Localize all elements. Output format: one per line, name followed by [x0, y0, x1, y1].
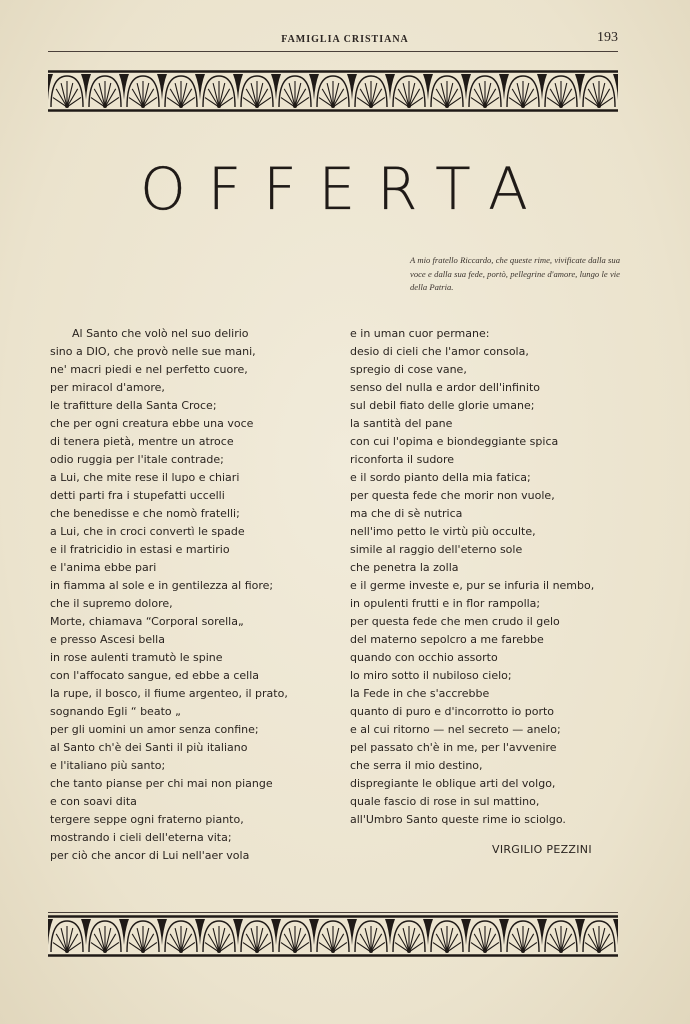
poem-line: e al cui ritorno — nel secreto — anelo;: [350, 723, 561, 736]
poem-line: Al Santo che volò nel suo delirio: [72, 327, 249, 340]
poem-line: con cui l'opima e biondeggiante spica: [350, 435, 559, 448]
bottom-ornamental-border: [48, 915, 618, 955]
poem-line: del materno sepolcro a me farebbe: [350, 633, 544, 646]
poem-line: sino a DIO, che provò nelle sue mani,: [50, 345, 256, 358]
magazine-title: FAMIGLIA CRISTIANA: [281, 34, 409, 45]
poem-line: ne' macri piedi e nel perfetto cuore,: [50, 363, 248, 376]
header-rule: [48, 51, 618, 52]
top-ornamental-border: [48, 70, 618, 110]
poem-line: in fiamma al sole e in gentilezza al fiore;: [50, 579, 274, 592]
poem-line: a Lui, che mite rese il lupo e chiari: [50, 471, 240, 484]
poem-line: sul debil fiato delle glorie umane;: [350, 399, 535, 412]
poem-line: detti parti fra i stupefatti uccelli: [50, 489, 225, 502]
poem-line: che per ogni creatura ebbe una voce: [50, 417, 254, 430]
poem-line: con l'affocato sangue, ed ebbe a cella: [50, 669, 260, 682]
poem-line: sognando Egli “ beato „: [50, 705, 181, 718]
poem-line: e il fratricidio in estasi e martirio: [50, 543, 230, 556]
poem-line: mostrando i cieli dell'eterna vita;: [50, 831, 232, 844]
poem-line: lo miro sotto il nubiloso cielo;: [350, 669, 512, 682]
poem-line: quando con occhio assorto: [350, 651, 498, 664]
poem-line: e il sordo pianto della mia fatica;: [350, 471, 531, 484]
poem-line: simile al raggio dell'eterno sole: [350, 543, 523, 556]
poem-line: la santità del pane: [350, 417, 453, 430]
poem-line: e il germe investe e, pur se infuria il nembo,: [350, 579, 595, 592]
poem-line: per questa fede che morir non vuole,: [350, 489, 555, 502]
poem-line: la rupe, il bosco, il fiume argenteo, il prato,: [50, 687, 288, 700]
author-signature: VIRGILIO PEZZINI: [492, 843, 592, 856]
poem-line: la Fede in che s'accrebbe: [350, 687, 490, 700]
poem-line: desio di cieli che l'amor consola,: [350, 345, 529, 358]
poem-line: quanto di puro e d'incorrotto io porto: [350, 705, 555, 718]
poem-line: per gli uomini un amor senza confine;: [50, 723, 259, 736]
poem-line: per ciò che ancor di Lui nell'aer vola: [50, 849, 250, 862]
poem-line: dispregiante le oblique arti del volgo,: [350, 777, 556, 790]
poem-line: Morte, chiamava “Corporal sorella„: [50, 615, 244, 628]
poem-line: senso del nulla e ardor dell'infinito: [350, 381, 541, 394]
footer-rule: [48, 912, 618, 913]
poem-title: OFFERTA: [140, 155, 550, 223]
poem-line: odio ruggia per l'itale contrade;: [50, 453, 224, 466]
poem-line: a Lui, che in croci convertì le spade: [50, 525, 245, 538]
poem-line: in opulenti frutti e in flor rampolla;: [350, 597, 541, 610]
poem-line: e l'italiano più santo;: [50, 759, 166, 772]
running-header: [0, 30, 690, 50]
poem-line: che tanto pianse per chi mai non piange: [50, 777, 273, 790]
poem-line: per miracol d'amore,: [50, 381, 165, 394]
poem-right-column: [350, 325, 594, 829]
poem-line: al Santo ch'è dei Santi il più italiano: [50, 741, 248, 754]
poem-line: quale fascio di rose in sul mattino,: [350, 795, 540, 808]
poem-line: pel passato ch'è in me, per l'avvenire: [350, 741, 557, 754]
poem-line: nell'imo petto le virtù più occulte,: [350, 525, 536, 538]
poem-line: che serra il mio destino,: [350, 759, 483, 772]
poem-line: le trafitture della Santa Croce;: [50, 399, 217, 412]
poem-line: che benedisse e che nomò fratelli;: [50, 507, 240, 520]
poem-line: spregio di cose vane,: [350, 363, 467, 376]
poem-line: e l'anima ebbe pari: [50, 561, 157, 574]
poem-line: tergere seppe ogni fraterno pianto,: [50, 813, 244, 826]
poem-left-column: [50, 325, 288, 865]
poem-line: e con soavi dita: [50, 795, 137, 808]
poem-line: che penetra la zolla: [350, 561, 459, 574]
poem-line: e in uman cuor permane:: [350, 327, 490, 340]
poem-line: di tenera pietà, mentre un atroce: [50, 435, 234, 448]
poem-line: riconforta il sudore: [350, 453, 455, 466]
poem-line: ma che di sè nutrica: [350, 507, 463, 520]
poem-line: per questa fede che men crudo il gelo: [350, 615, 560, 628]
poem-line: in rose aulenti tramutò le spine: [50, 651, 223, 664]
dedication: A mio fratello Riccardo, che queste rime, vivificate dalla sua voce e dalla sua fede, portò, pellegrine d'amore, lungo le vie della Patria.: [410, 255, 620, 292]
poem-line: che il supremo dolore,: [50, 597, 173, 610]
poem-line: all'Umbro Santo queste rime io sciolgo.: [350, 813, 566, 826]
page-number: 193: [597, 30, 618, 45]
poem-line: e presso Ascesi bella: [50, 633, 165, 646]
